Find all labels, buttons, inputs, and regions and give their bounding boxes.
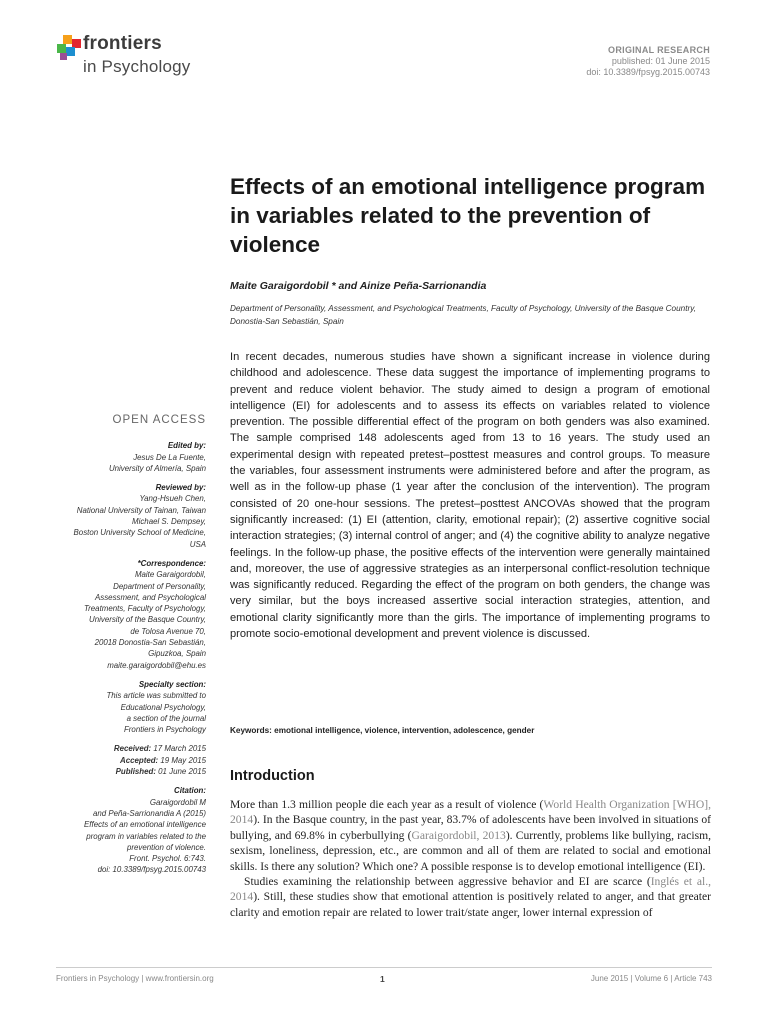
specialty-section [56, 679, 206, 735]
footer-divider [56, 967, 712, 968]
logo-text-journal: in Psychology [83, 57, 191, 76]
published-label: Published: [115, 767, 156, 777]
correspondence-line: Assessment, and Psychological [95, 592, 206, 602]
specialty-label: Specialty section: [138, 679, 206, 689]
edited-by-section [56, 440, 206, 474]
correspondence-line: de Tolosa Avenue 70, [130, 626, 206, 636]
doi[interactable]: doi: 10.3389/fpsyg.2015.00743 [586, 67, 710, 77]
dates-section [56, 743, 206, 777]
citation-line: Effects of an emotional intelligence [84, 820, 206, 830]
text-run: More than 1.3 million people die each year as a result of violence ( [230, 798, 544, 811]
received-date: 17 March 2015 [153, 744, 206, 754]
correspondence-line: Treatments, Faculty of Psychology, [83, 604, 206, 614]
keywords-label: Keywords: [230, 726, 272, 735]
editor-line: Jesus De La Fuente, [133, 452, 206, 462]
reviewed-by-section [56, 482, 206, 550]
paragraph [230, 797, 711, 874]
received-label: Received: [113, 744, 152, 754]
abstract: In recent decades, numerous studies have shown a significant increase in violence during childhood and adolescence. These data suggest the importance of implementing programs to prevent and reduce violent behavior. The study aimed to design a program of emotional intelligence (EI) for adolescents and to assess its effects on variables related to violence prevention. The possible differential effect of the program on both genders was also examined. The sample comprised 148 adolescents aged from 13 to 16 years. The study used an experimental design with repeated pretest–posttest measures and control groups. To measure the variables, four assessment instruments were administered before and after the program, as well as in the follow-up phase (1 year after the conclusion of the intervention). The program consisted of 20 one-hour sessions. The pretest–posttest ANCOVAs showed that the program significantly increased: (1) EI (attention, clarity, emotional repair); (2) assertive cognitive social interaction strategies; (3) internal control of anger; and (4) the cognitive ability to analyze negative feelings. In the follow-up phase, the positive effects of the intervention were generally maintained and, moreover, the use of aggressive strategies as an interpersonal conflict-resolution technique was significantly reduced. Regarding the effect of the program on both genders, the change was very similar, but the boys increased assertive social interaction strategies, attention, and emotional clarity significantly more than the girls. The importance of implementing programs to promote socio-emotional development and prevent violence is discussed. [230, 351, 710, 641]
article-meta [586, 45, 710, 78]
text-run: Studies examining the relationship between aggressive behavior and EI are scarce ( [244, 875, 651, 889]
citation-line: prevention of violence. [127, 842, 206, 852]
correspondence-section [56, 558, 206, 671]
keywords-list: emotional intelligence, violence, intervention, adolescence, gender [274, 726, 535, 735]
footer-issue: June 2015 | Volume 6 | Article 743 [590, 974, 712, 983]
open-access-label: OPEN ACCESS [112, 414, 206, 426]
reviewer-line: USA [189, 539, 206, 549]
citation-section [56, 785, 206, 875]
correspondence-line: Department of Personality, [113, 581, 206, 591]
citation-link[interactable]: Garaigordobil, 2013 [411, 828, 506, 842]
authors: Maite Garaigordobil * and Ainize Peña-Sarrionandia [230, 280, 487, 292]
reviewer-line: Boston University School of Medicine, [73, 528, 206, 538]
journal-logo [57, 33, 217, 83]
specialty-line: a section of the journal [126, 713, 206, 723]
article-type: ORIGINAL RESEARCH [608, 45, 710, 55]
editor-line: University of Almería, Spain [108, 463, 206, 473]
correspondence-line: Gipuzkoa, Spain [148, 649, 206, 659]
text-run: ). Currently, problems like bullying, racism, sexism, loneliness, depression, etc., are common and all of them are related to social and emotional skills. Is there any solution? Which one? A possible response is to develop emotional intelligence (EI). [230, 828, 712, 873]
correspondence-label: *Correspondence: [137, 558, 206, 568]
correspondence-email[interactable]: maite.garaigordobil@ehu.es [107, 660, 206, 670]
citation-line: program in variables related to the [86, 831, 206, 841]
article-title: Effects of an emotional intelligence program in variables related to the prevention of violence [230, 174, 706, 257]
citation-link[interactable]: World Health Organization [WHO], 2014 [230, 798, 711, 827]
reviewer-line: National University of Tainan, Taiwan [76, 505, 206, 515]
specialty-line: This article was submitted to [106, 691, 206, 701]
citation-line: Front. Psychol. 6:743. [129, 854, 206, 864]
correspondence-line: 20018 Donostia-San Sebastián, [94, 638, 206, 648]
reviewer-line: Michael S. Dempsey, [132, 517, 206, 527]
citation-link[interactable]: Inglés et al., 2014 [230, 875, 711, 904]
frontiers-logo-icon [57, 35, 81, 61]
keywords [230, 726, 534, 735]
published-date: published: 01 June 2015 [611, 56, 710, 66]
logo-text-frontiers: frontiers [83, 33, 162, 54]
accepted-date: 19 May 2015 [160, 755, 206, 765]
paragraph [230, 874, 711, 920]
article-info-sidebar [56, 415, 206, 884]
introduction-body [230, 797, 711, 920]
text-run: ). In the Basque country, in the past year, 83.7% of adolescents have been involved in situations of bullying, and 69.8% in cyberbullying ( [230, 813, 711, 842]
published-date-sidebar: 01 June 2015 [158, 767, 206, 777]
page-number: 1 [380, 974, 385, 984]
citation-line: Garaigordobil M [149, 797, 206, 807]
correspondence-line: Maite Garaigordobil, [134, 570, 206, 580]
text-run: ). Still, these studies show that emotional attention is positively related to anger, and that greater clarity and emotion repair are related to lower trait/state anger, lower internal expression of [230, 890, 711, 919]
specialty-line: Educational Psychology, [120, 702, 206, 712]
correspondence-line: University of the Basque Country, [89, 615, 206, 625]
citation-label: Citation: [174, 786, 206, 796]
reviewer-line: Yang-Hsueh Chen, [139, 494, 206, 504]
affiliation: Department of Personality, Assessment, and Psychological Treatments, Faculty of Psychology, University of the Basque Country, Donostia-San Sebastián, Spain [230, 304, 696, 326]
accepted-label: Accepted: [120, 755, 159, 765]
reviewed-by-label: Reviewed by: [155, 483, 206, 493]
section-heading-introduction: Introduction [230, 768, 315, 784]
edited-by-label: Edited by: [167, 441, 206, 451]
footer-journal[interactable]: Frontiers in Psychology | www.frontiersin.org [56, 974, 214, 983]
citation-line: doi: 10.3389/fpsyg.2015.00743 [97, 865, 206, 875]
citation-line: and Peña-Sarrionandia A (2015) [92, 808, 206, 818]
specialty-line: Frontiers in Psychology [123, 725, 206, 735]
